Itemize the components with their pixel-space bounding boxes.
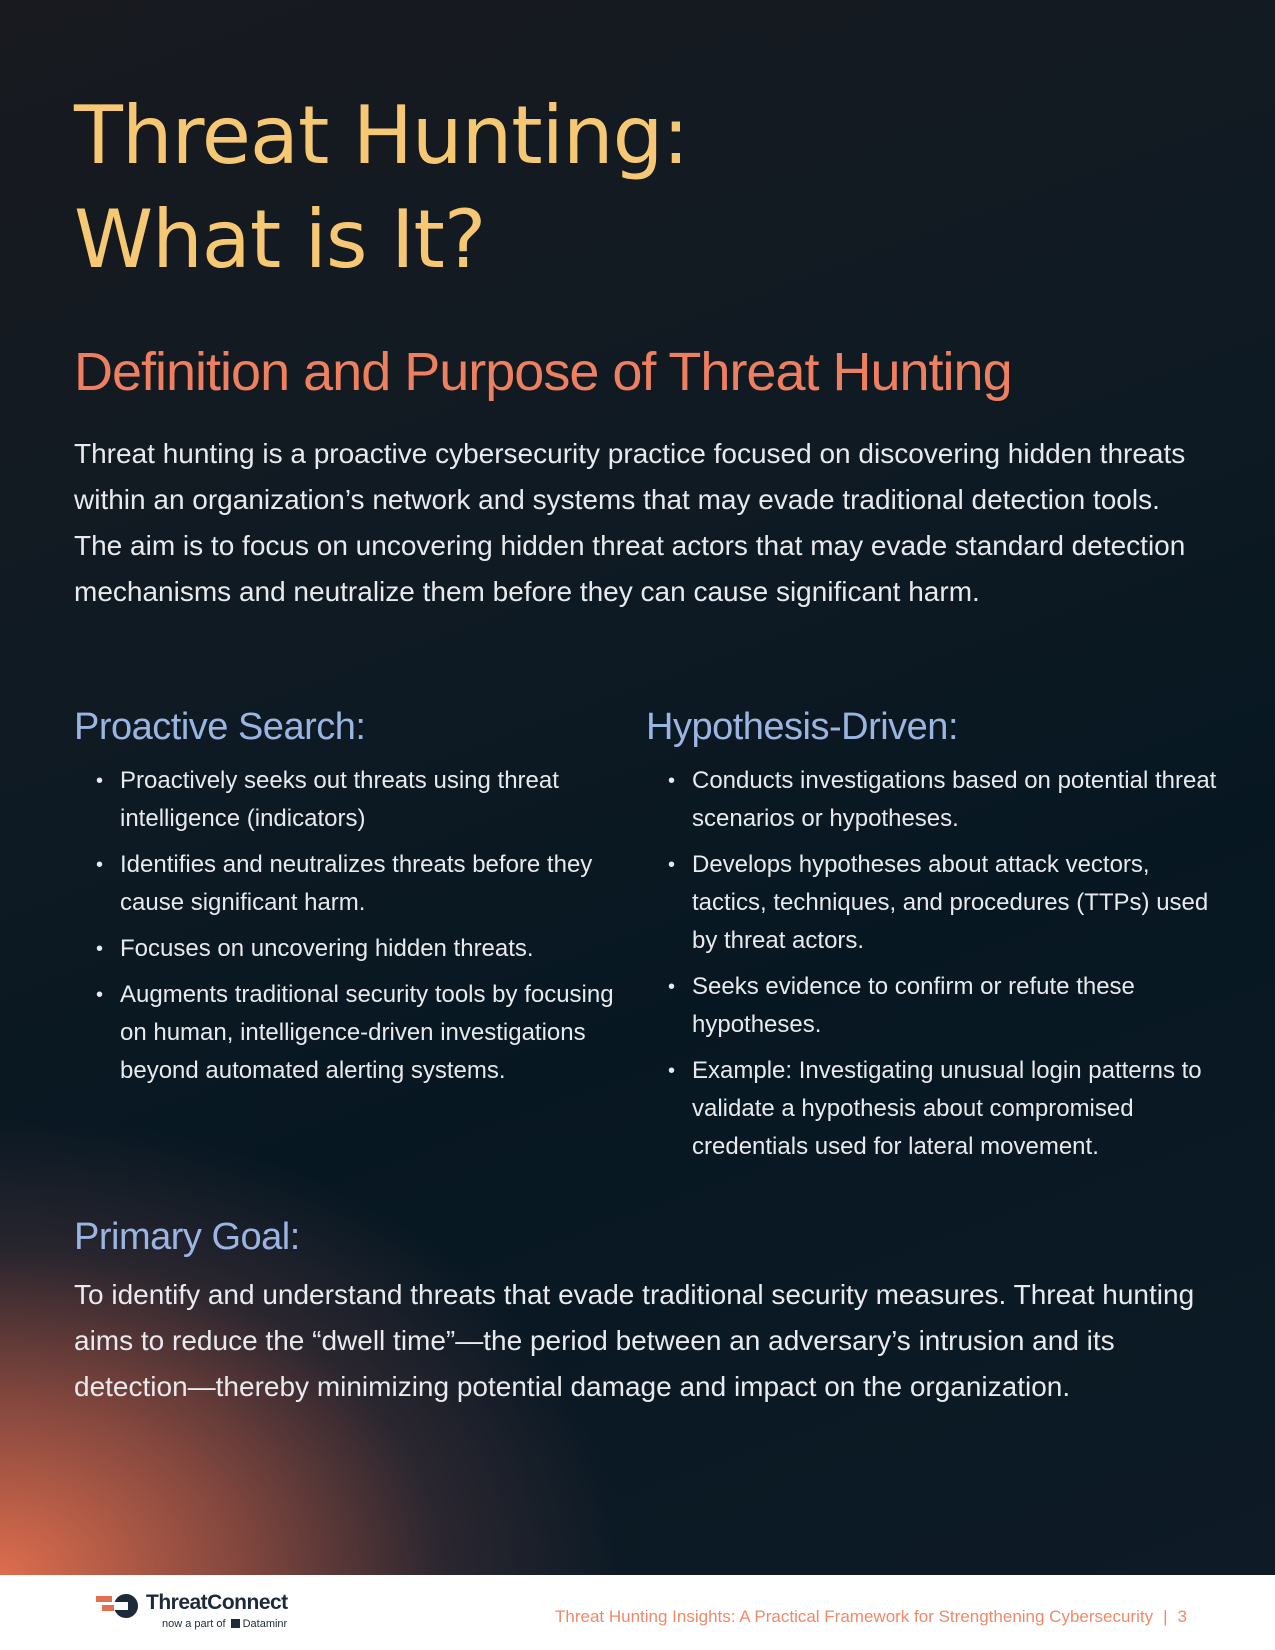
logo-tagline-text: now a part of: [162, 1618, 226, 1630]
proactive-search-list: [74, 762, 614, 1090]
footer-separator: |: [1163, 1607, 1168, 1626]
threatconnect-logo: [96, 1589, 326, 1637]
intro-paragraph: Threat hunting is a proactive cybersecurity practice focused on discovering hidden threats within an organization’s network and systems that may evade traditional detection tools. The aim is to focus on uncovering hidden threat actors that may evade standard detection mechanisms and neutralize them before they can cause significant harm.: [74, 438, 1186, 607]
page-title-line-1: Threat Hunting:: [74, 89, 689, 182]
list-item: • Seeks evidence to confirm or refute these hypotheses.: [692, 968, 1226, 1044]
list-item: • Proactively seeks out threats using threat intelligence (indicators): [120, 762, 614, 838]
proactive-search-column: [74, 702, 614, 1098]
list-item: • Identifies and neutralizes threats before they cause significant harm.: [120, 846, 614, 922]
logo-tagline: [162, 1618, 287, 1630]
hypothesis-driven-heading: Hypothesis-Driven:: [646, 706, 958, 748]
page-number: 3: [1177, 1607, 1187, 1626]
hypothesis-driven-column: [646, 702, 1226, 1174]
threatconnect-logo-icon: [96, 1593, 142, 1619]
logo-wordmark: ThreatConnect: [146, 1591, 288, 1614]
page-title-line-2: What is It?: [74, 193, 486, 286]
hypothesis-driven-list: [646, 762, 1226, 1166]
section-subtitle: Definition and Purpose of Threat Hunting: [74, 342, 1012, 402]
list-item: • Augments traditional security tools by focusing on human, intelligence-driven investigations beyond automated alerting systems.: [120, 976, 614, 1090]
page-footer: [0, 1575, 1275, 1650]
primary-goal-heading: Primary Goal:: [74, 1216, 300, 1258]
logo-partner-name: Dataminr: [242, 1618, 288, 1630]
dataminr-logo-icon: [231, 1619, 240, 1628]
list-item: • Develops hypotheses about attack vectors, tactics, techniques, and procedures (TTPs) used by threat actors.: [692, 846, 1226, 960]
proactive-search-heading: Proactive Search:: [74, 706, 366, 748]
page-title: [74, 84, 688, 292]
list-item: • Example: Investigating unusual login patterns to validate a hypothesis about compromised credentials used for lateral movement.: [692, 1052, 1226, 1166]
primary-goal-paragraph: To identify and understand threats that evade traditional security measures. Threat hunting aims to reduce the “dwell time”—the period between an adversary’s intrusion and its detection—thereby minimizing potential damage and impact on the organization.: [74, 1279, 1195, 1402]
document-title: Threat Hunting Insights: A Practical Framework for Strengthening Cybersecurity: [555, 1607, 1154, 1626]
footer-caption: [555, 1607, 1187, 1627]
list-item: • Conducts investigations based on potential threat scenarios or hypotheses.: [692, 762, 1226, 838]
list-item: • Focuses on uncovering hidden threats.: [120, 930, 614, 968]
